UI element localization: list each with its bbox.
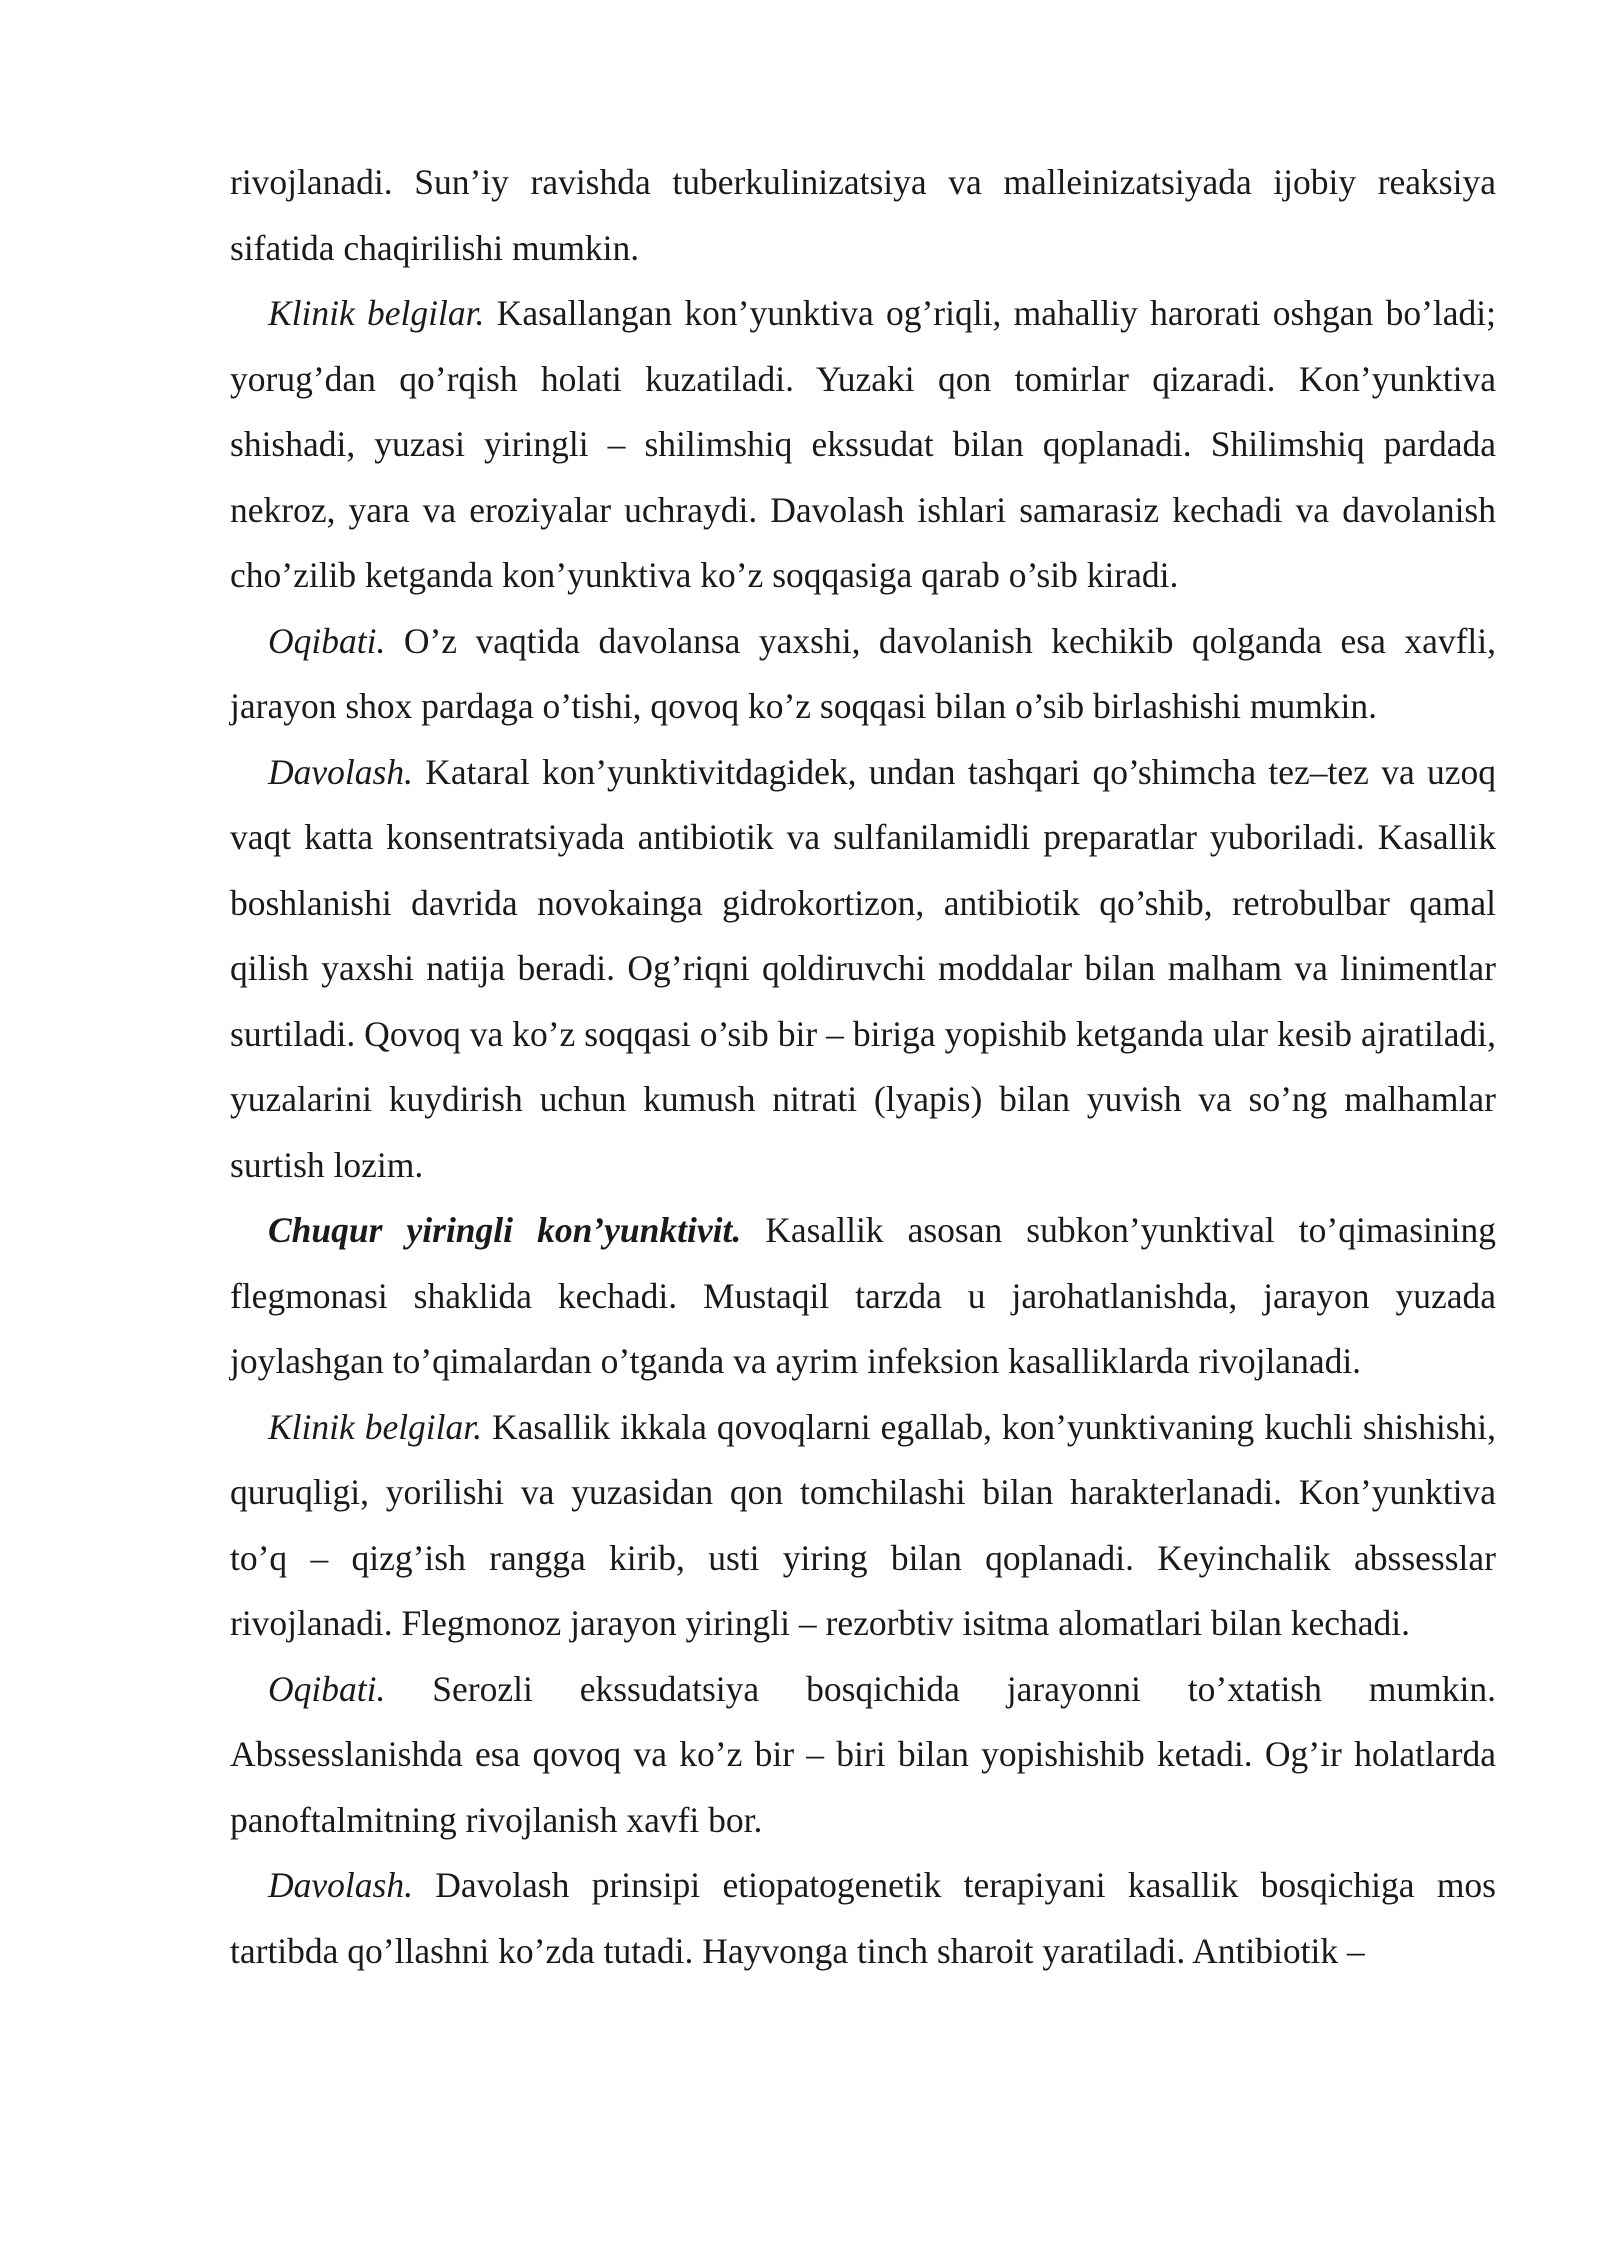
- paragraph-heading: Davolash.: [268, 751, 413, 792]
- paragraph-text: Serozli ekssudatsiya bosqichida jarayonni to’xtatish mumkin. Abssesslanishda esa qovoq va ko’z bir – biri bilan yopishishib ketadi. Og’ir holatlarda panoftalmitning rivojlanish xavfi bor.: [230, 1668, 1496, 1840]
- paragraph-text: Kataral kon’yunktivitdagidek, undan tashqari qo’shimcha tez–tez va uzoq vaqt katta konsentratsiyada antibiotik va sulfanilamidli preparatlar yuboriladi. Kasallik boshlanishi davrida novokainga gidrokortizon, antibiotik qo’shib, retrobulbar qamal qilish yaxshi natija beradi. Og’riqni qoldiruvchi moddalar bilan malham va linimentlar surtiladi. Qovoq va ko’z soqqasi o’sib bir – biriga yopishib ketganda ular kesib ajratiladi, yuzalarini kuydirish uchun kumush nitrati (lyapis) bilan yuvish va so’ng malhamlar surtish lozim.: [230, 751, 1496, 1185]
- paragraph-heading: Davolash.: [268, 1865, 413, 1905]
- paragraph-text: O’z vaqtida davolansa yaxshi, davolanish kechikib qolganda esa xavfli, jarayon shox pardaga o’tishi, qovoq ko’z soqqasi bilan o’sib birlashishi mumkin.: [230, 620, 1496, 726]
- paragraph-continuation: [230, 150, 1496, 281]
- paragraph-text: Kasallangan kon’yunktiva og’riqli, mahalliy harorati oshgan bo’ladi; yorug’dan qo’rqish holati kuzatiladi. Yuzaki qon tomirlar qizaradi. Kon’yunktiva shishadi, yuzasi yiringli – shilimshiq ekssudat bilan qoplanadi. Shilimshiq pardada nekroz, yara va eroziyalar uchraydi. Davolash ishlari samarasiz kechadi va davolanish cho’zilib ketganda kon’yunktiva ko’z soqqasiga qarab o’sib kiradi.: [230, 293, 1496, 595]
- paragraph-deep-purulent-conjunctivitis: [230, 1198, 1496, 1395]
- paragraph-heading: Oqibati.: [268, 1668, 386, 1709]
- paragraph-outcome-2: [230, 1657, 1496, 1854]
- paragraph-text: Kasallik ikkala qovoqlarni egallab, kon’yunktivaning kuchli shishishi, quruqligi, yorilishi va yuzasidan qon tomchilashi bilan harakterlanadi. Kon’yunktiva to’q – qizg’ish rangga kirib, usti yiring bilan qoplanadi. Keyinchalik abssesslar rivojlanadi. Flegmonoz jarayon yiringli – rezorbtiv isitma alomatlari bilan kechadi.: [230, 1406, 1497, 1643]
- paragraph-clinical-signs: [230, 281, 1496, 609]
- paragraph-text: Kasallik asosan subkon’yunktival to’qimasining flegmonasi shaklida kechadi. Mustaqil tarzda u jarohatlanishda, jarayon yuzada joylashgan to’qimalardan o’tganda va ayrim infeksion kasalliklarda rivojlanadi.: [230, 1210, 1497, 1381]
- paragraph-clinical-signs-2: [230, 1395, 1496, 1657]
- section-heading: Chuqur yiringli kon’yunktivit.: [268, 1210, 742, 1250]
- paragraph-outcome: [230, 609, 1496, 740]
- paragraph-treatment-2: [230, 1853, 1496, 1984]
- paragraph-treatment: [230, 740, 1496, 1199]
- paragraph-heading: Klinik belgilar.: [268, 293, 485, 333]
- paragraph-text: rivojlanadi. Sun’iy ravishda tuberkulinizatsiya va malleinizatsiyada ijobiy reaksiya sifatida chaqirilishi mumkin.: [230, 162, 1496, 268]
- document-page: [230, 150, 1496, 1984]
- paragraph-heading: Klinik belgilar.: [268, 1406, 483, 1447]
- paragraph-heading: Oqibati.: [268, 620, 386, 661]
- paragraph-text: Davolash prinsipi etiopatogenetik terapiyani kasallik bosqichiga mos tartibda qo’llashni ko’zda tutadi. Hayvonga tinch sharoit yaratiladi. Antibiotik –: [230, 1865, 1496, 1971]
